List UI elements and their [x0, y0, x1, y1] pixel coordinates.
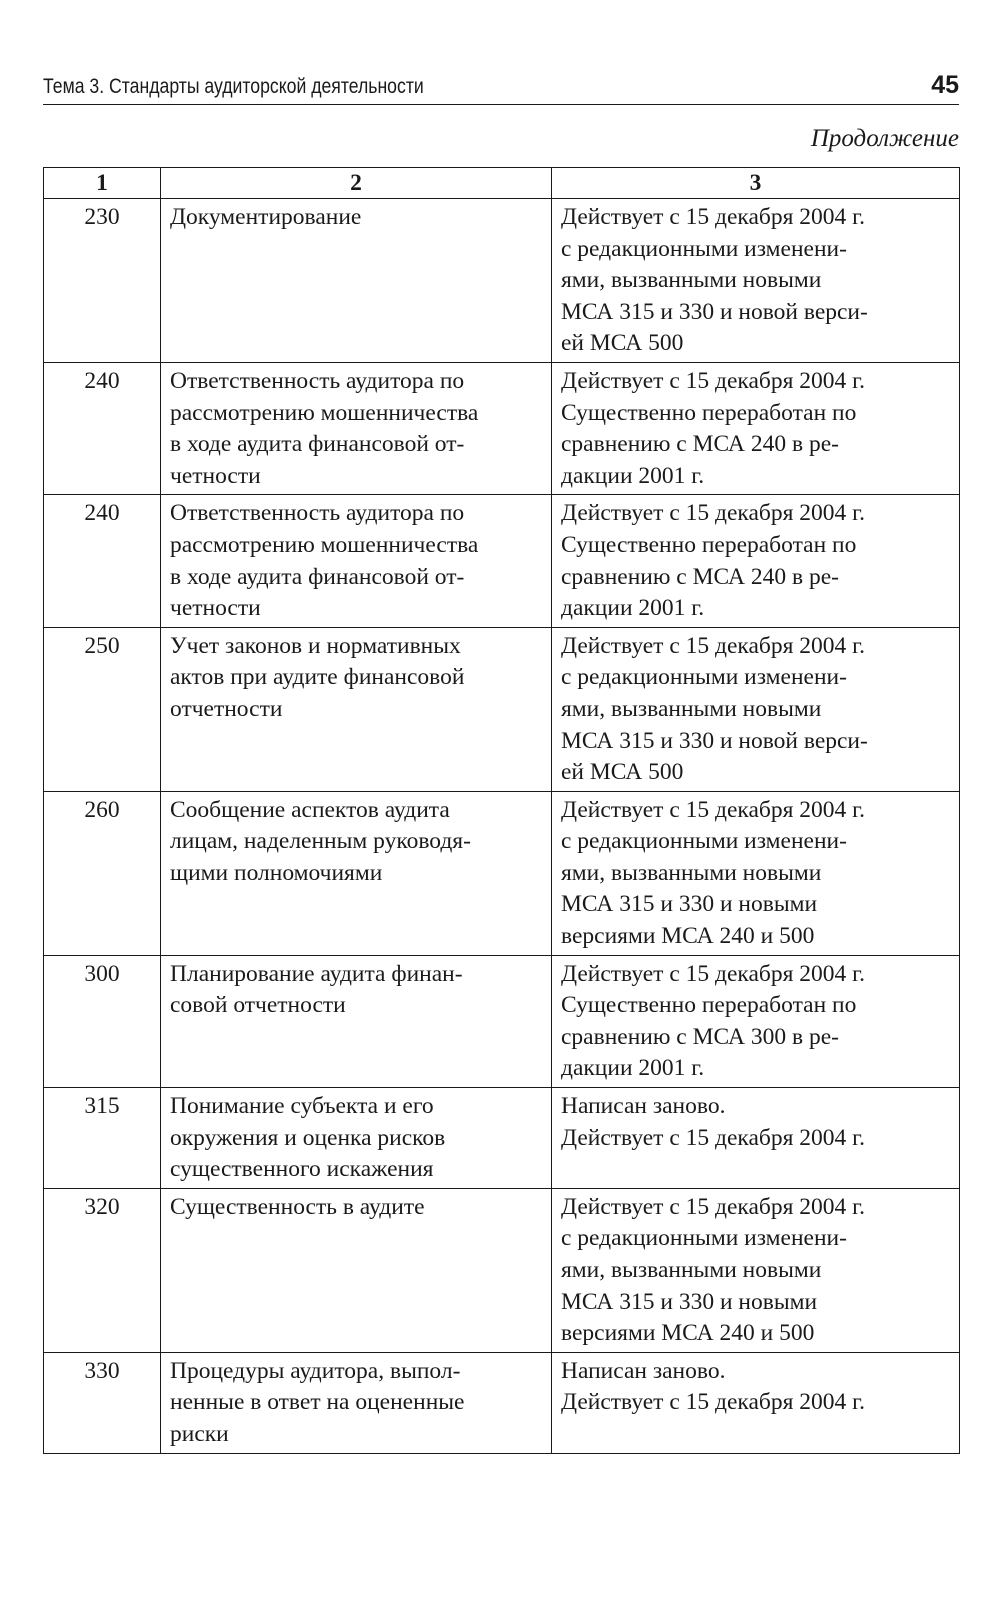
standard-title	[161, 955, 552, 1087]
standard-title	[161, 362, 552, 494]
standard-title	[161, 1088, 552, 1189]
standard-status	[552, 1352, 960, 1453]
table-row	[44, 627, 960, 791]
standard-status-text: Действует с 15 декабря 2004 г. с редакционными изменени- ями, вызванными новыми МСА 315 и 330 и новой верси- ей МСА 500	[561, 632, 868, 786]
table-row	[44, 495, 960, 627]
standard-title	[161, 627, 552, 791]
standard-status	[552, 1188, 960, 1352]
standard-title-text: Ответственность аудитора по рассмотрению мошенничества в ходе аудита финансовой от- четности	[170, 367, 479, 489]
standard-title	[161, 1188, 552, 1352]
standard-title	[161, 199, 552, 363]
standard-title-text: Ответственность аудитора по рассмотрению мошенничества в ходе аудита финансовой от- четности	[170, 500, 479, 622]
table-row	[44, 199, 960, 363]
standard-status-text: Действует с 15 декабря 2004 г. с редакционными изменени- ями, вызванными новыми МСА 315 и 330 и новой верси- ей МСА 500	[561, 204, 868, 357]
standard-number: 250	[44, 627, 161, 791]
standard-status-text: Написан заново. Действует с 15 декабря 2004 г.	[561, 1093, 866, 1151]
standard-number: 300	[44, 955, 161, 1087]
standard-status	[552, 955, 960, 1087]
standard-title-text: Документирование	[170, 204, 362, 230]
standard-title	[161, 791, 552, 955]
column-header-number: 1	[44, 168, 161, 199]
continued-label: Продолжение	[810, 125, 959, 152]
standard-status-text: Действует с 15 декабря 2004 г. с редакционными изменени- ями, вызванными новыми МСА 315 и 330 и новыми версиями МСА 240 и 500	[561, 796, 866, 950]
standard-status-text: Действует с 15 декабря 2004 г. с редакционными изменени- ями, вызванными новыми МСА 315 и 330 и новыми версиями МСА 240 и 500	[561, 1193, 866, 1347]
standard-status-text: Действует с 15 декабря 2004 г. Существенно переработан по сравнению с МСА 240 в ре- дакции 2001 г.	[561, 500, 866, 622]
standard-number: 315	[44, 1088, 161, 1189]
standard-status	[552, 495, 960, 627]
standard-title	[161, 1352, 552, 1453]
standard-status-text: Написан заново. Действует с 15 декабря 2004 г.	[561, 1357, 866, 1416]
standard-title-text: Процедуры аудитора, выпол- ненные в ответ на оцененные риски	[170, 1357, 465, 1447]
standard-number: 330	[44, 1352, 161, 1453]
standard-title-text: Сообщение аспектов аудита лицам, наделенным руководя- щими полномочиями	[170, 796, 471, 886]
running-header	[43, 64, 959, 105]
header-title: Тема 3. Стандарты аудиторской деятельности	[43, 75, 424, 98]
standard-title	[161, 495, 552, 627]
standard-title-text: Понимание субъекта и его окружения и оценка рисков существенного искажения	[170, 1093, 446, 1183]
standard-status	[552, 627, 960, 791]
column-header-title: 2	[161, 168, 552, 199]
standard-number: 260	[44, 791, 161, 955]
standard-status	[552, 1088, 960, 1189]
standards-table	[43, 167, 960, 1454]
standard-status	[552, 199, 960, 363]
table-row	[44, 1188, 960, 1352]
standard-title-text: Планирование аудита финан- совой отчетности	[170, 960, 463, 1019]
standard-number: 240	[44, 362, 161, 494]
table-header-row	[44, 168, 960, 199]
standard-number: 240	[44, 495, 161, 627]
table-row	[44, 955, 960, 1087]
standard-title-text: Учет законов и нормативных актов при аудите финансовой отчетности	[170, 632, 465, 722]
standard-status	[552, 791, 960, 955]
standard-status-text: Действует с 15 декабря 2004 г. Существенно переработан по сравнению с МСА 300 в ре- дакции 2001 г.	[561, 960, 866, 1082]
standard-status-text: Действует с 15 декабря 2004 г. Существенно переработан по сравнению с МСА 240 в ре- дакции 2001 г.	[561, 367, 866, 489]
column-header-status: 3	[552, 168, 960, 199]
standard-title-text: Существенность в аудите	[170, 1193, 425, 1220]
standard-status	[552, 362, 960, 494]
table-row	[44, 1088, 960, 1189]
page-number: 45	[931, 71, 959, 99]
standard-number: 230	[44, 199, 161, 363]
table-row	[44, 362, 960, 494]
standard-number: 320	[44, 1188, 161, 1352]
table-row	[44, 1352, 960, 1453]
table-row	[44, 791, 960, 955]
